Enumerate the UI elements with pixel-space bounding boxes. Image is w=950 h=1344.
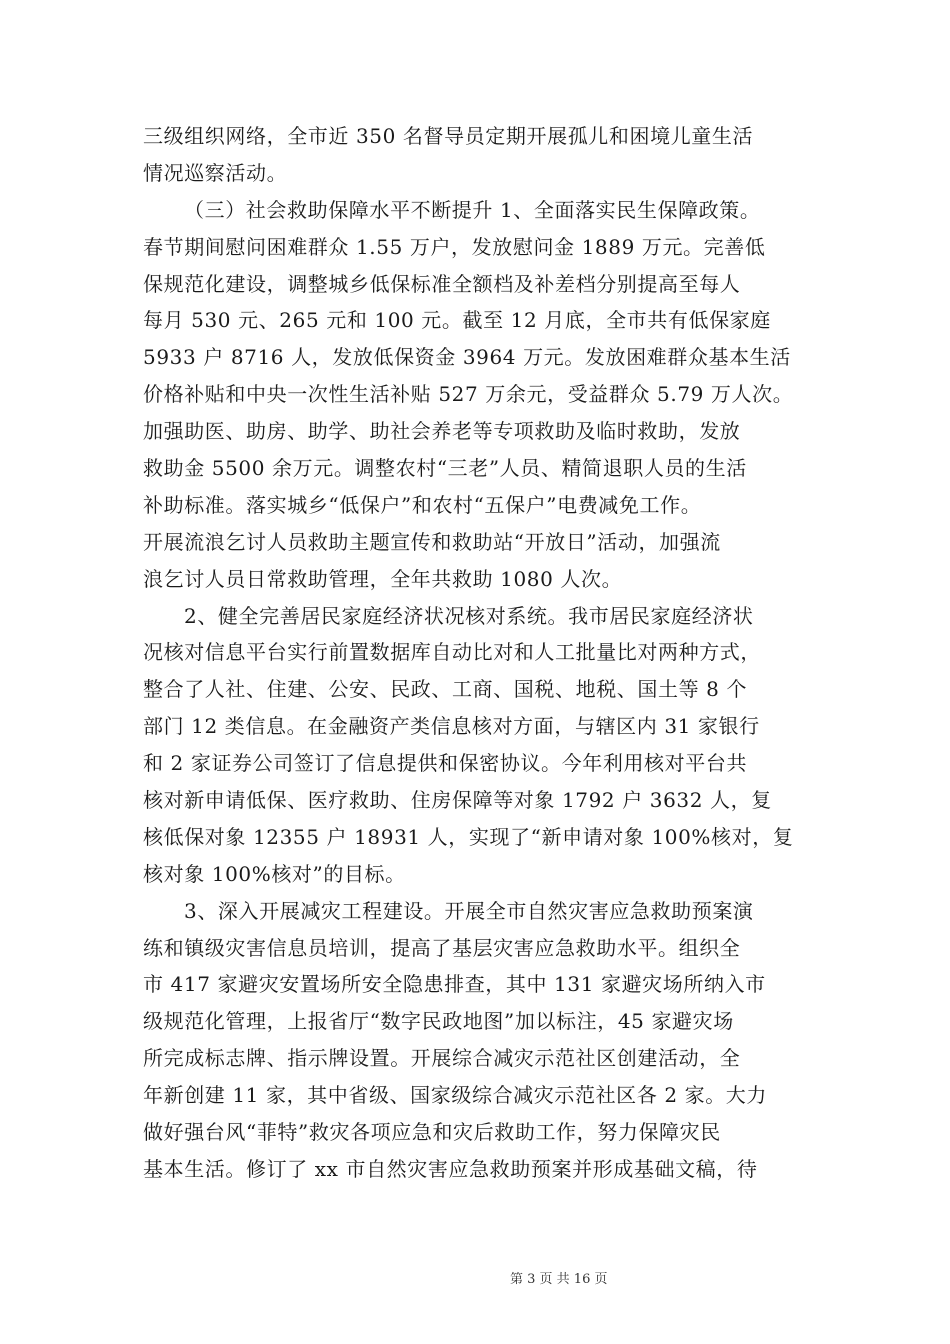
- text-line: 核对象 100%核对”的目标。: [143, 861, 406, 886]
- text-line: 核低保对象 12355 户 18931 人，实现了“新申请对象 100%核对，复: [143, 824, 794, 849]
- text-line: 价格补贴和中央一次性生活补贴 527 万余元，受益群众 5.79 万人次。: [143, 382, 794, 407]
- text-line: 三级组织网络，全市近 350 名督导员定期开展孤儿和困境儿童生活: [143, 124, 754, 148]
- text-line: 浪乞讨人员日常救助管理，全年共救助 1080 人次。: [143, 566, 623, 591]
- text-line: 年新创建 11 家，其中省级、国家级综合减灾示范社区各 2 家。大力: [143, 1083, 768, 1108]
- text-line: （三）社会救助保障水平不断提升 1、全面落实民生保障政策。: [184, 197, 761, 222]
- text-line: 练和镇级灾害信息员培训，提高了基层灾害应急救助水平。组织全: [143, 935, 741, 960]
- text-line: 基本生活。修订了 xx 市自然灾害应急救助预案并形成基础文稿，待: [143, 1156, 758, 1181]
- text-line: 3、深入开展减灾工程建设。开展全市自然灾害应急救助预案演: [184, 898, 754, 923]
- text-line: 和 2 家证券公司签订了信息提供和保密协议。今年利用核对平台共: [143, 751, 748, 776]
- text-line: 市 417 家避灾安置场所安全隐患排查，其中 131 家避灾场所纳入市: [143, 972, 766, 997]
- text-line: 每月 530 元、265 元和 100 元。截至 12 月底，全市共有低保家庭: [143, 308, 771, 333]
- page-footer: 第 3 页 共 16 页: [510, 1272, 608, 1287]
- text-line: 核对新申请低保、医疗救助、住房保障等对象 1792 户 3632 人，复: [143, 788, 772, 813]
- text-line: 救助金 5500 余万元。调整农村“三老”人员、精简退职人员的生活: [143, 456, 747, 481]
- text-line: 整合了人社、住建、公安、民政、工商、国税、地税、国土等 8 个: [143, 677, 748, 702]
- text-line: 情况巡察活动。: [143, 160, 288, 185]
- text-line: 部门 12 类信息。在金融资产类信息核对方面，与辖区内 31 家银行: [143, 714, 760, 739]
- text-line: 春节期间慰问困难群众 1.55 万户，发放慰问金 1889 万元。完善低: [143, 234, 766, 259]
- text-line: 做好强台风“菲特”救灾各项应急和灾后救助工作，努力保障灾民: [143, 1120, 721, 1145]
- text-line: 保规范化建设，调整城乡低保标准全额档及补差档分别提高至每人: [143, 271, 741, 296]
- text-line: 况核对信息平台实行前置数据库自动比对和人工批量比对两种方式，: [143, 640, 761, 665]
- text-line: 所完成标志牌、指示牌设置。开展综合减灾示范社区创建活动，全: [143, 1046, 741, 1071]
- document-body: [143, 118, 811, 1188]
- text-line: 开展流浪乞讨人员救助主题宣传和救助站“开放日”活动，加强流: [143, 529, 721, 554]
- text-line: 加强助医、助房、助学、助社会养老等专项救助及临时救助，发放: [143, 419, 741, 444]
- text-line: 5933 户 8716 人，发放低保资金 3964 万元。发放困难群众基本生活: [143, 345, 791, 370]
- text-line: 补助标准。落实城乡“低保户”和农村“五保户”电费减免工作。: [143, 492, 702, 517]
- text-line: 2、健全完善居民家庭经济状况核对系统。我市居民家庭经济状: [184, 603, 754, 628]
- text-line: 级规范化管理，上报省厅“数字民政地图”加以标注，45 家避灾场: [143, 1009, 734, 1034]
